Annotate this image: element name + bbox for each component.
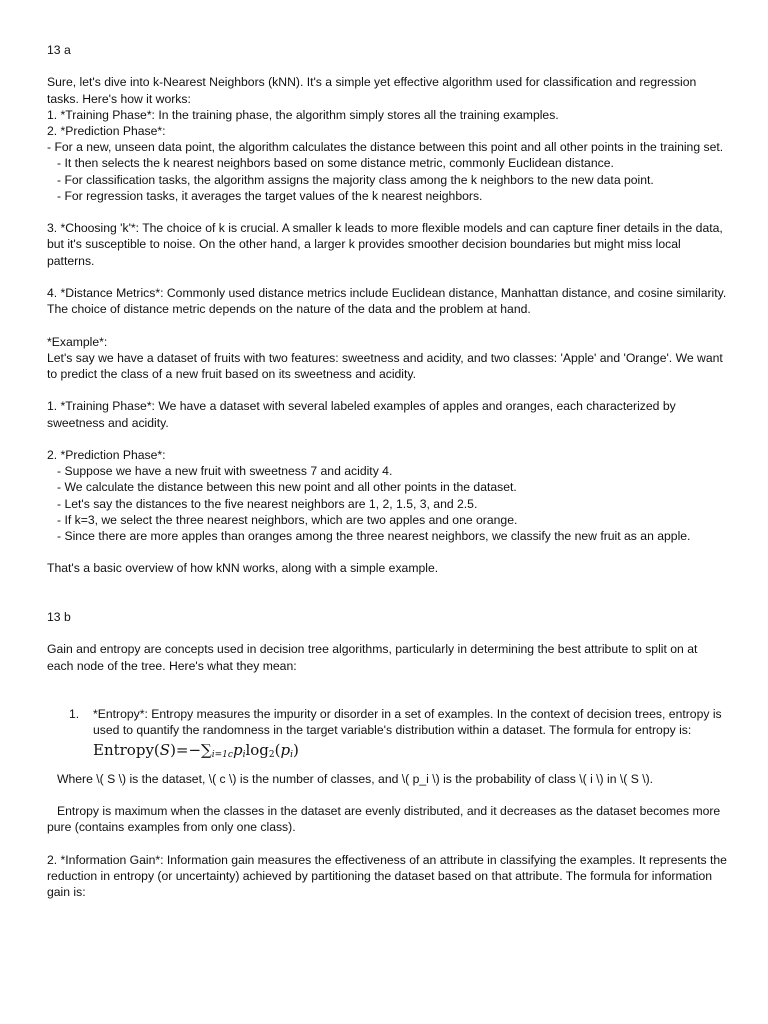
- entropy-formula: $Entropy(S)=-\sum_{i=1c}p_i\log_2(p_i)$: [93, 740, 299, 760]
- example-prediction-phase: 2. *Prediction Phase*:: [47, 447, 166, 462]
- prediction-bullet: - It then selects the k nearest neighbors based on some distance metric, commonly Euclidean distance.: [57, 156, 614, 171]
- information-gain-definition: 2. *Information Gain*: Information gain measures the effectiveness of an attribute in classifying the examples. It represents the reduction in entropy (or uncertainty) achieved by partitioning the dataset based on that attribute. The formula for information gain is:: [47, 852, 727, 899]
- knn-step-choosing-k: 3. *Choosing 'k'*: The choice of k is crucial. A smaller k leads to more flexible models and can capture finer details in the data, but it's susceptible to noise. On the other hand, a larger k provides smoother decision boundaries but might miss local patterns.: [47, 221, 723, 268]
- example-training-phase: 1. *Training Phase*: We have a dataset with several labeled examples of apples and oranges, each characterized by sweetness and acidity.: [47, 399, 676, 430]
- entropy-list-item: [47, 706, 727, 738]
- example-bullet: - Suppose we have a new fruit with sweetness 7 and acidity 4.: [57, 464, 393, 479]
- prediction-bullet: - For a new, unseen data point, the algorithm calculates the distance between this point and all other points in the training set.: [47, 140, 724, 155]
- prediction-bullet: - For regression tasks, it averages the target values of the k nearest neighbors.: [57, 188, 483, 203]
- example-bullet: - Since there are more apples than oranges among the three nearest neighbors, we classify the new fruit as an apple.: [57, 529, 691, 543]
- entropy-definition: *Entropy*: Entropy measures the impurity or disorder in a set of examples. In the context of decision trees, entropy is used to quantify the randomness in the target variable's distribution within a dataset. The formula for entropy is:: [93, 707, 722, 738]
- example-bullet: - We calculate the distance between this new point and all other points in the dataset.: [57, 480, 517, 495]
- knn-step-training: 1. *Training Phase*: In the training phase, the algorithm simply stores all the training examples.: [47, 107, 559, 122]
- formula-where-text: Where \( S \) is the dataset, \( c \) is the number of classes, and \( p_i \) is the probability of class \( i \) in \( S \).: [57, 771, 654, 786]
- list-number: 1.: [69, 707, 80, 722]
- prediction-bullet: - For classification tasks, the algorithm assigns the majority class among the k neighbors to the new data point.: [57, 172, 654, 187]
- knn-step-prediction: 2. *Prediction Phase*:: [47, 124, 166, 138]
- example-label: *Example*:: [47, 334, 108, 349]
- heading-13b: 13 b: [47, 609, 71, 624]
- example-bullet: - Let's say the distances to the five nearest neighbors are 1, 2, 1.5, 3, and 2.5.: [57, 496, 478, 511]
- knn-summary: That's a basic overview of how kNN works, along with a simple example.: [47, 561, 439, 576]
- knn-step-distance-metrics: 4. *Distance Metrics*: Commonly used distance metrics include Euclidean distance, Manhattan distance, and cosine similarity. The choice of distance metric depends on the nature of the data and the problem at hand.: [47, 286, 727, 317]
- heading-13a: 13 a: [47, 43, 71, 57]
- example-text: Let's say we have a dataset of fruits with two features: sweetness and acidity, and two classes: 'Apple' and 'Orange'. We want to predict the class of a new fruit based on its sweetness and acidity.: [47, 350, 723, 381]
- knn-intro: Sure, let's dive into k-Nearest Neighbors (kNN). It's a simple yet effective algorithm used for classification and regression tasks. Here's how it works:: [47, 75, 697, 106]
- gain-entropy-intro: Gain and entropy are concepts used in decision tree algorithms, particularly in determining the best attribute to split on at each node of the tree. Here's what they mean:: [47, 642, 698, 673]
- entropy-maximum-note: Entropy is maximum when the classes in the dataset are evenly distributed, and it decreases as the dataset becomes more pure (contains examples from only one class).: [47, 803, 721, 835]
- document-page: [47, 42, 727, 900]
- example-bullet: - If k=3, we select the three nearest neighbors, which are two apples and one orange.: [57, 512, 518, 527]
